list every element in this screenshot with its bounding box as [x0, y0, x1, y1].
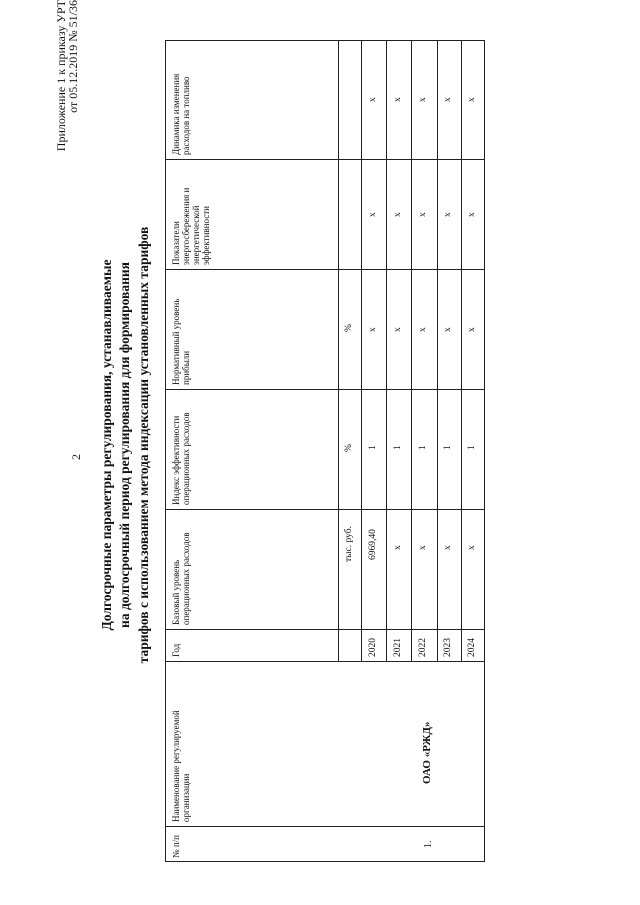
unit-efficiency-index: %: [344, 444, 354, 452]
efficiency-index-cell: 1: [467, 445, 477, 450]
fuel-cost-cell: x: [418, 97, 428, 102]
unit-profit-level: %: [344, 324, 354, 332]
energy-efficiency-cell: x: [393, 212, 403, 217]
profit-level-cell: x: [393, 327, 403, 332]
header-energy-efficiency: Показатели энергосбережения и энергетической эффективности: [171, 187, 211, 265]
energy-efficiency-cell: x: [368, 212, 378, 217]
efficiency-index-cell: 1: [443, 445, 453, 450]
header-fuel-cost-dynamics: Динамика изменения расходов на топливо: [171, 73, 191, 155]
header-organization: Наименование регулируемой организации: [171, 710, 191, 822]
appendix-reference-line2: от 05.12.2019 № 51/36: [66, 0, 80, 113]
organization-name: ОАО «РЖД»: [421, 721, 433, 784]
unit-base-level: тыс. руб.: [344, 526, 354, 562]
appendix-reference-line1: Приложение 1 к приказу УРТ: [54, 0, 68, 152]
base-level-cell: x: [418, 545, 428, 550]
header-efficiency-index: Индекс эффективности операционных расходов: [171, 412, 191, 505]
fuel-cost-cell: x: [393, 97, 403, 102]
fuel-cost-cell: x: [467, 97, 477, 102]
profit-level-cell: x: [443, 327, 453, 332]
row-number: 1.: [423, 840, 434, 848]
efficiency-index-cell: 1: [368, 445, 378, 450]
efficiency-index-cell: 1: [418, 445, 428, 450]
document-title-line2: на долгосрочный период регулирования для формирования: [117, 262, 132, 628]
efficiency-index-cell: 1: [393, 445, 403, 450]
energy-efficiency-cell: x: [418, 212, 428, 217]
year-cell: 2020: [368, 638, 378, 657]
header-profit-level: Нормативный уровень прибыли: [171, 298, 191, 385]
header-base-level: Базовый уровень операционных расходов: [171, 532, 191, 625]
profit-level-cell: x: [368, 327, 378, 332]
base-level-cell: x: [393, 545, 403, 550]
header-number: № п/п: [171, 835, 181, 858]
document-title-line1: Долгосрочные параметры регулирования, устанавливаемые: [99, 259, 114, 631]
profit-level-cell: x: [418, 327, 428, 332]
energy-efficiency-cell: x: [467, 212, 477, 217]
document-title-line3: тарифов с использованием метода индексации установленных тарифов: [136, 226, 151, 664]
page-number: 2: [69, 454, 83, 460]
profit-level-cell: x: [467, 327, 477, 332]
base-level-cell: x: [443, 545, 453, 550]
base-level-cell: x: [467, 545, 477, 550]
base-level-cell: 6969,40: [368, 529, 378, 560]
year-cell: 2023: [443, 638, 453, 657]
year-cell: 2021: [393, 638, 403, 657]
fuel-cost-cell: x: [443, 97, 453, 102]
year-cell: 2022: [418, 638, 428, 657]
fuel-cost-cell: x: [368, 97, 378, 102]
parameters-table: [165, 40, 485, 862]
year-cell: 2024: [467, 638, 477, 657]
header-year: Год: [171, 643, 181, 657]
energy-efficiency-cell: x: [443, 212, 453, 217]
